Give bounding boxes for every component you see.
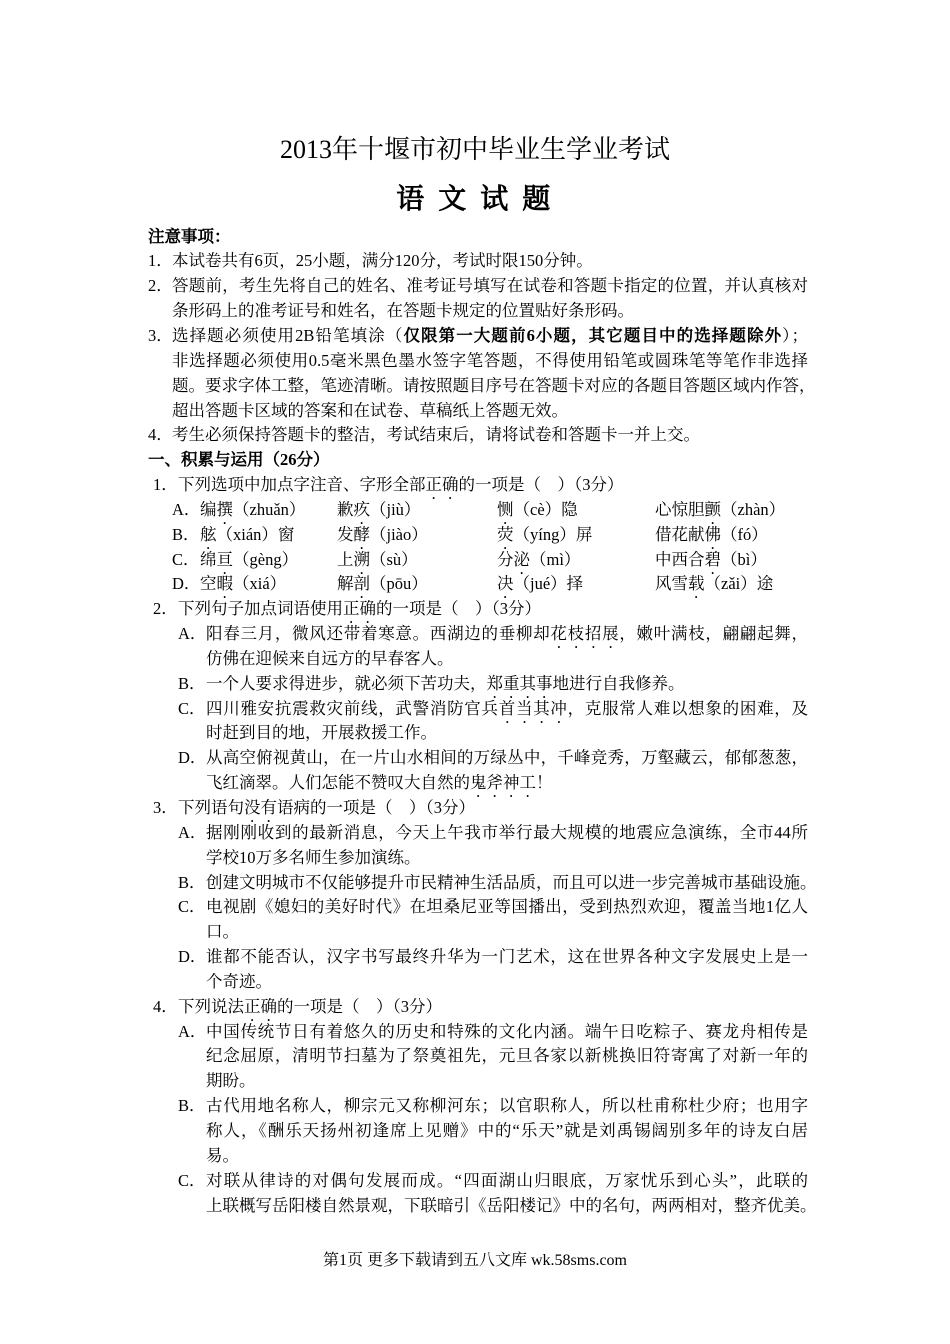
text-line xyxy=(0,846,950,871)
dotted-text: 载 xyxy=(688,574,705,594)
text-line xyxy=(0,1020,950,1045)
question-1 xyxy=(0,473,950,597)
text-line xyxy=(0,647,950,672)
line-text xyxy=(172,274,808,299)
option-label: B． xyxy=(172,524,200,544)
text-segment: 解 xyxy=(337,574,354,594)
dotted-text: 溯 xyxy=(353,549,370,569)
text-line xyxy=(0,746,950,771)
text-segment: 据刚刚收到的最新消息，今天上午我市举行最大规模的地震应急演练，全市44所 xyxy=(206,822,808,842)
line-text xyxy=(206,1044,808,1069)
text-line xyxy=(0,945,950,970)
text-segment: （zhàn） xyxy=(721,499,786,519)
line-text xyxy=(206,821,808,846)
question-stem xyxy=(0,473,950,498)
item-number: 2． xyxy=(148,276,173,296)
text-segment: 非选择题必须使用0.5毫米黑色墨水签字笔答题，不得使用铅笔或圆珠笔等笔作非选择 xyxy=(172,350,808,370)
text-segment: 上 xyxy=(337,549,354,569)
text-segment: 条形码上的准考证号和姓名，在答题卡规定的位置贴好条形码。 xyxy=(172,301,634,321)
question-4 xyxy=(0,995,950,1219)
dotted-text: 暇 xyxy=(216,574,233,594)
exam-title: 2013年十堰市初中毕业生学业考试 xyxy=(279,135,670,164)
text-segment: 从高空俯视黄山，在一片山水相间的万绿丛中，千峰竞秀，万壑藏云，郁郁葱葱， xyxy=(206,748,808,768)
text-line xyxy=(0,274,950,299)
text-line xyxy=(0,1044,950,1069)
text-segment: 飞红滴翠。人们怎能不赞叹大自然的 xyxy=(206,773,470,793)
question-2 xyxy=(0,597,950,796)
question-number: 4． xyxy=(153,996,178,1016)
text-line xyxy=(0,423,950,448)
note-item xyxy=(0,274,950,324)
option-label: A． xyxy=(178,822,207,842)
line-text xyxy=(206,721,808,746)
option-c xyxy=(0,697,950,747)
text-line xyxy=(0,349,950,374)
option-row-d xyxy=(0,572,950,597)
text-line xyxy=(0,1119,950,1144)
option-label: B． xyxy=(178,673,206,693)
text-segment: 答题前，考生先将自己的姓名、准考证号填写在试卷和答题卡指定的位置，并认真核对 xyxy=(172,276,808,296)
option-label: D． xyxy=(172,574,201,594)
line-text xyxy=(172,374,816,399)
text-line xyxy=(0,374,950,399)
dotted-text: 郑重其事 xyxy=(486,673,553,693)
text-segment: 阳春三月，微风还带着寒意。西湖边的垂柳却 xyxy=(206,624,551,644)
question-3 xyxy=(0,796,950,995)
option-d xyxy=(0,746,950,796)
text-line xyxy=(0,399,950,424)
text-segment: 题。要求字体工整，笔迹清晰。请按照题目序号在答题卡对应的各题目答题区域内作答， xyxy=(172,375,816,395)
dotted-text: 舷 xyxy=(200,524,217,544)
line-text xyxy=(206,846,808,871)
notes-section xyxy=(0,225,950,449)
line-text xyxy=(206,1020,808,1045)
text-segment: 四川雅安抗震救灾前线，武警消防官兵 xyxy=(206,698,499,718)
dotted-text: 荧 xyxy=(497,524,514,544)
line-text xyxy=(172,423,808,448)
text-segment: （xián）窗 xyxy=(216,524,295,544)
option-b xyxy=(0,871,950,896)
text-line xyxy=(0,299,950,324)
option-label: A． xyxy=(178,1021,207,1041)
bold-text: 仅限第一大题前6小题，其它题目中的选择题除外 xyxy=(403,325,783,345)
dotted-text: 酵 xyxy=(353,524,370,544)
text-segment: 电视剧《媳妇的美好时代》在坦桑尼亚等国播出，受到热烈欢迎，覆盖当地1亿人 xyxy=(206,897,808,917)
text-segment: （pōu） xyxy=(370,574,428,594)
option-label: B． xyxy=(178,872,206,892)
text-line xyxy=(0,970,950,995)
text-line xyxy=(0,871,950,896)
item-number: 4． xyxy=(148,425,173,445)
option-b xyxy=(0,1094,950,1169)
dotted-text: 泌 xyxy=(513,549,530,569)
text-segment: 选择题必须使用2B铅笔填涂（ xyxy=(172,325,404,345)
text-line xyxy=(0,1144,950,1169)
dotted-text: 首当其冲 xyxy=(498,698,568,718)
option-row-b xyxy=(0,523,950,548)
text-segment: 谁都不能否认，汉字书写最终升华为一门艺术，这在世界各种文字发展史上是一 xyxy=(206,947,808,967)
question-number: 2． xyxy=(153,599,178,619)
text-segment: 发 xyxy=(337,524,354,544)
line-text xyxy=(206,1194,817,1219)
text-line xyxy=(0,1169,950,1194)
dotted-text: 正确 xyxy=(244,996,277,1016)
dotted-text: 剖 xyxy=(353,574,370,594)
text-line xyxy=(0,672,950,697)
text-segment: ，克服常人难以想象的困难，及 xyxy=(567,698,809,718)
text-segment: （zhuǎn） xyxy=(233,499,306,519)
line-text xyxy=(172,324,808,349)
option-c xyxy=(0,1169,950,1219)
dotted-text: 正确 xyxy=(425,475,459,495)
text-segment: 分 xyxy=(497,549,514,569)
text-segment: （sù） xyxy=(370,549,418,569)
option-row-a xyxy=(0,498,950,523)
dotted-text: 亘 xyxy=(216,549,233,569)
text-segment: 中国传统节日有着悠久的历史和特殊的文化内涵。端午日吃粽子、赛龙舟相传是 xyxy=(206,1021,808,1041)
text-line xyxy=(0,1194,950,1219)
dotted-text: 鬼斧神工 xyxy=(470,773,536,793)
text-line xyxy=(0,920,950,945)
option-label: C． xyxy=(178,897,206,917)
option-label: C． xyxy=(178,698,206,718)
text-segment: （jiào） xyxy=(370,524,428,544)
line-text xyxy=(206,746,808,771)
text-segment: 纪念屈原，清明节扫墓为了祭奠祖先，元旦各家以新桃换旧符寄寓了对新一年的 xyxy=(206,1046,808,1066)
text-segment: 空 xyxy=(200,574,217,594)
text-segment: 的一项是（ ）（3分） xyxy=(458,475,624,495)
option-label: C． xyxy=(178,1170,206,1190)
dotted-text: 撰 xyxy=(216,499,233,519)
line-text xyxy=(206,1169,808,1194)
line-text xyxy=(172,249,808,274)
text-line xyxy=(0,697,950,722)
line-text xyxy=(206,1094,808,1119)
text-segment: ）； xyxy=(782,325,809,345)
notes-heading: 注意事项： xyxy=(148,226,231,246)
text-segment: 歉 xyxy=(337,499,354,519)
text-segment: 个奇迹。 xyxy=(206,971,272,991)
item-number: 3． xyxy=(148,325,173,345)
text-segment: 口。 xyxy=(206,922,239,942)
option-c xyxy=(0,895,950,945)
text-segment: （gèng） xyxy=(233,549,299,569)
option-d xyxy=(0,945,950,995)
exam-body xyxy=(0,225,950,1219)
text-segment: 语病的一项是（ ）（3分） xyxy=(277,798,475,817)
dotted-text: 恻 xyxy=(497,499,514,519)
text-segment: （mì） xyxy=(530,549,581,569)
dotted-text: 没有 xyxy=(244,798,277,817)
option-row-c xyxy=(0,548,950,573)
text-segment: （bì） xyxy=(721,549,767,569)
text-segment: 易。 xyxy=(206,1145,239,1165)
text-segment: 仿佛在迎候来自远方的早春客人。 xyxy=(206,648,454,668)
text-segment: 心惊胆 xyxy=(655,499,705,519)
option-label: D． xyxy=(178,748,207,768)
text-segment: 超出答题卡区域的答案和在试卷、草稿纸上答题无效。 xyxy=(172,400,568,420)
text-segment: 时赶到目的地，开展救援工作。 xyxy=(206,723,437,743)
text-segment: 下列说法 xyxy=(178,996,244,1016)
dotted-text: 正确 xyxy=(343,599,376,619)
text-segment: 下列选项中加点字注音、字形全部 xyxy=(178,475,426,495)
text-segment: 学校10万多名师生参加演练。 xyxy=(206,847,421,867)
text-segment: 一个人要求得进步，就必须下苦功夫， xyxy=(206,673,487,693)
text-segment: 古代用地名称人，柳宗元又称柳河东；以官职称人，所以杜甫称杜少府；也用字 xyxy=(206,1096,808,1116)
text-line xyxy=(0,895,950,920)
text-segment: ！ xyxy=(536,773,553,793)
section-accumulation xyxy=(0,448,950,1218)
dotted-text: 颤 xyxy=(704,499,721,519)
text-segment: （jiù） xyxy=(370,499,421,519)
option-label: A． xyxy=(172,499,201,519)
line-text xyxy=(206,895,808,920)
item-number: 1． xyxy=(148,251,173,271)
text-line xyxy=(0,249,950,274)
text-segment: （cè）隐 xyxy=(513,499,578,519)
text-segment: 考生必须保持答题卡的整洁，考试结束后，请将试卷和答题卡一并上交。 xyxy=(172,425,700,445)
note-item xyxy=(0,423,950,448)
line-text xyxy=(206,945,808,970)
line-text xyxy=(172,349,808,374)
text-segment: 的一项是（ ）（3分） xyxy=(277,996,442,1016)
text-segment: 地进行自我修养。 xyxy=(552,673,685,693)
line-text xyxy=(206,970,808,995)
option-label: C． xyxy=(172,549,200,569)
option-a xyxy=(0,821,950,871)
line-text xyxy=(172,299,808,324)
text-segment: （fó） xyxy=(721,524,768,544)
question-stem xyxy=(0,597,950,622)
text-segment: 对联从律诗的对偶句发展而成。“四面湖山归眼底，万家忧乐到心头”，此联的 xyxy=(206,1170,808,1190)
text-segment: （jué）择 xyxy=(513,574,584,594)
option-a xyxy=(0,1020,950,1095)
text-segment: 上联概写岳阳楼自然景观，下联暗引《岳阳楼记》中的名句，两两相对，整齐优美。 xyxy=(206,1195,817,1215)
option-a xyxy=(0,622,950,672)
text-segment: 风雪 xyxy=(655,574,688,594)
question-number: 1． xyxy=(153,475,178,495)
dotted-text: 碧 xyxy=(704,549,721,569)
page-footer: 第1页 更多下载请到五八文库 wk.58sms.com xyxy=(322,1252,627,1269)
option-label: A． xyxy=(178,624,207,644)
text-line xyxy=(0,1094,950,1119)
line-text xyxy=(206,1144,808,1169)
text-line xyxy=(0,324,950,349)
option-label: B． xyxy=(178,1096,206,1116)
dotted-text: 决 xyxy=(497,574,514,594)
text-line xyxy=(0,622,950,647)
text-line xyxy=(0,821,950,846)
text-segment: 绵 xyxy=(200,549,217,569)
text-segment: 下列语句 xyxy=(178,798,244,817)
line-text xyxy=(206,1119,808,1144)
text-segment: ，嫩叶满枝，翩翩起舞， xyxy=(619,624,809,644)
note-item xyxy=(0,324,950,423)
line-text xyxy=(206,1069,808,1094)
text-segment: （xiá） xyxy=(233,574,287,594)
question-stem xyxy=(0,995,950,1020)
text-segment: 中西合 xyxy=(655,549,705,569)
subject-title: 语 文 试 题 xyxy=(396,184,554,215)
text-line xyxy=(0,771,950,796)
line-text xyxy=(172,399,808,424)
text-segment: 借花献 xyxy=(655,524,705,544)
text-segment: （zǎi）途 xyxy=(704,574,774,594)
dotted-text: 佛 xyxy=(704,524,721,544)
option-label: D． xyxy=(178,947,207,967)
question-number: 3． xyxy=(153,798,178,817)
line-text xyxy=(206,647,808,672)
text-segment: 期盼。 xyxy=(206,1071,256,1091)
line-text xyxy=(206,871,817,896)
text-segment: 本试卷共有6页，25小题，满分120分，考试时限150分钟。 xyxy=(172,251,593,271)
text-segment: 下列句子加点词语使用 xyxy=(178,599,343,619)
text-segment: 的一项是（ ）（3分） xyxy=(376,599,541,619)
option-item xyxy=(655,572,773,602)
dotted-text: 花枝招展 xyxy=(550,624,620,644)
text-segment: （yíng）屏 xyxy=(513,524,593,544)
text-segment: 称人，《酬乐天扬州初逢席上见赠》中的“乐天”就是刘禹锡阔别多年的诗友白居 xyxy=(206,1120,808,1140)
dotted-text: 疚 xyxy=(353,499,370,519)
option-b xyxy=(0,672,950,697)
text-line xyxy=(0,1069,950,1094)
text-segment: 编 xyxy=(200,499,217,519)
line-text xyxy=(206,920,808,945)
section-heading: 一、积累与运用（26分） xyxy=(148,450,330,470)
text-segment: 创建文明城市不仅能够提升市民精神生活品质，而且可以进一步完善城市基础设施。 xyxy=(206,872,817,892)
text-line xyxy=(0,721,950,746)
note-item xyxy=(0,249,950,274)
